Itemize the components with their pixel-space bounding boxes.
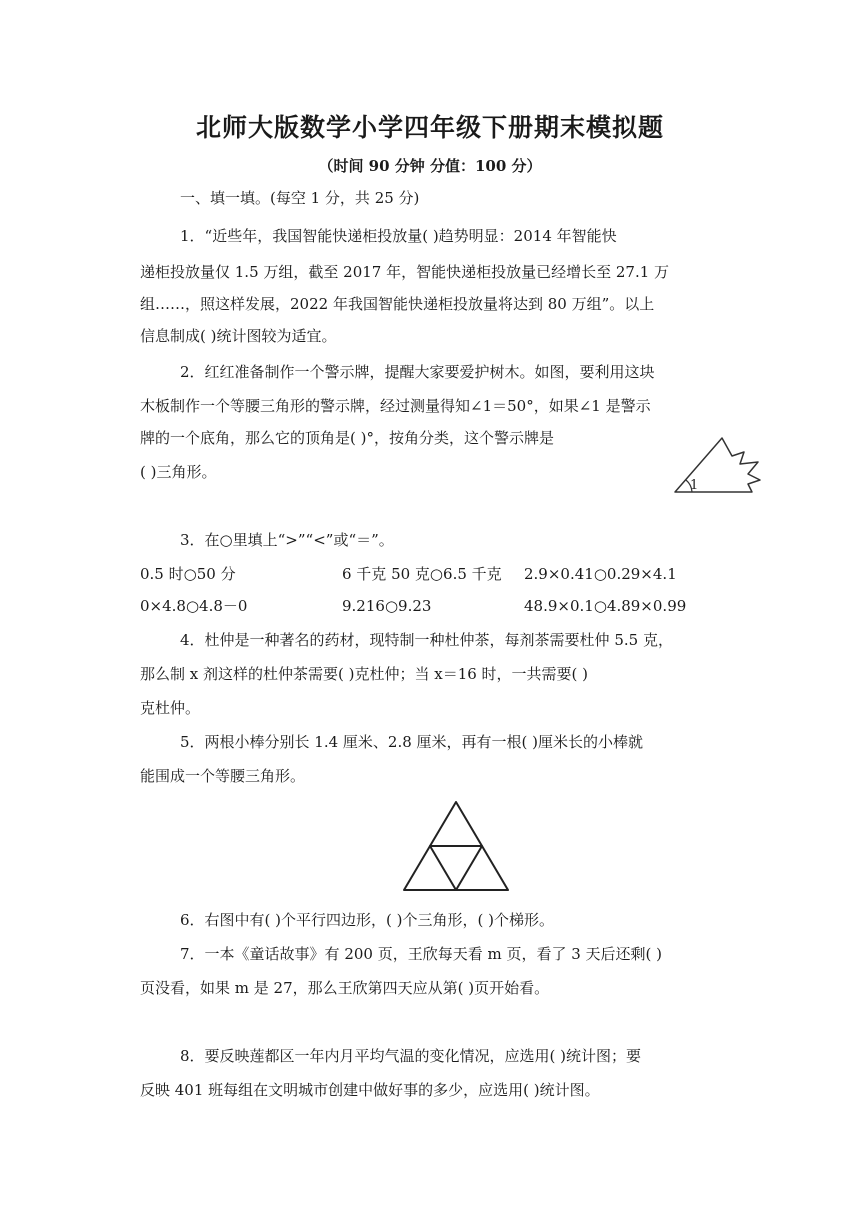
q2-line-2: 木板制作一个等腰三角形的警示牌，经过测量得知∠1＝50°，如果∠1 是警示 — [140, 397, 651, 415]
q5-line-2: 能围成一个等腰三角形。 — [140, 767, 306, 785]
q4-line-1: 4．杜仲是一种著名的药材，现特制一种杜仲茶，每剂茶需要杜仲 5.5 克， — [180, 631, 673, 649]
q2-line-3: 牌的一个底角，那么它的顶角是( )°，按角分类，这个警示牌是 — [140, 429, 554, 447]
q8-line-1: 8．要反映莲都区一年内月平均气温的变化情况，应选用( )统计图；要 — [180, 1047, 642, 1065]
q7-line-1: 7．一本《童话故事》有 200 页，王欣每天看 m 页，看了 3 天后还剩( ) — [180, 945, 663, 963]
triangle-figure — [400, 798, 512, 894]
section-heading: 一、填一填。(每空 1 分，共 25 分) — [180, 189, 420, 207]
q2-line-4: ( )三角形。 — [140, 463, 217, 481]
q1-line-2: 递柜投放量仅 1.5 万组，截至 2017 年，智能快递柜投放量已经增长至 27.1 万 — [140, 263, 670, 281]
exam-info: （时间 90 分钟 分值：100 分） — [318, 157, 542, 175]
angle-1-label: 1 — [690, 478, 699, 493]
compare-item: 9.216○9.23 — [342, 597, 432, 615]
page-title: 北师大版数学小学四年级下册期末模拟题 — [195, 113, 664, 142]
q1-line-3: 组……，照这样发展，2022 年我国智能快递柜投放量将达到 80 万组”。以上 — [140, 295, 655, 313]
compare-item: 2.9×0.41○0.29×4.1 — [524, 565, 677, 583]
compare-item: 0×4.8○4.8－0 — [140, 597, 248, 615]
compare-item: 48.9×0.1○4.89×0.99 — [524, 597, 687, 615]
q1-line-1: 1．“近些年，我国智能快递柜投放量( )趋势明显：2014 年智能快 — [180, 227, 617, 245]
q3-line-1: 3．在○里填上“>”“<”或“＝”。 — [180, 531, 394, 549]
compare-item: 0.5 时○50 分 — [140, 565, 236, 583]
q4-line-2: 那么制 x 剂这样的杜仲茶需要( )克杜仲；当 x＝16 时，一共需要( ) — [140, 665, 589, 683]
q1-line-4: 信息制成( )统计图较为适宜。 — [140, 327, 337, 345]
warning-board-figure — [670, 432, 765, 496]
q2-line-1: 2．红红准备制作一个警示牌，提醒大家要爱护树木。如图，要利用这块 — [180, 363, 655, 381]
q7-line-2: 页没看，如果 m 是 27，那么王欣第四天应从第( )页开始看。 — [140, 979, 550, 997]
q5-line-1: 5．两根小棒分别长 1.4 厘米、2.8 厘米，再有一根( )厘米长的小棒就 — [180, 733, 644, 751]
q8-line-2: 反映 401 班每组在文明城市创建中做好事的多少，应选用( )统计图。 — [140, 1081, 600, 1099]
compare-item: 6 千克 50 克○6.5 千克 — [342, 565, 502, 583]
q4-line-3: 克杜仲。 — [140, 699, 201, 717]
q6-line-1: 6．右图中有( )个平行四边形，( )个三角形，( )个梯形。 — [180, 911, 554, 929]
